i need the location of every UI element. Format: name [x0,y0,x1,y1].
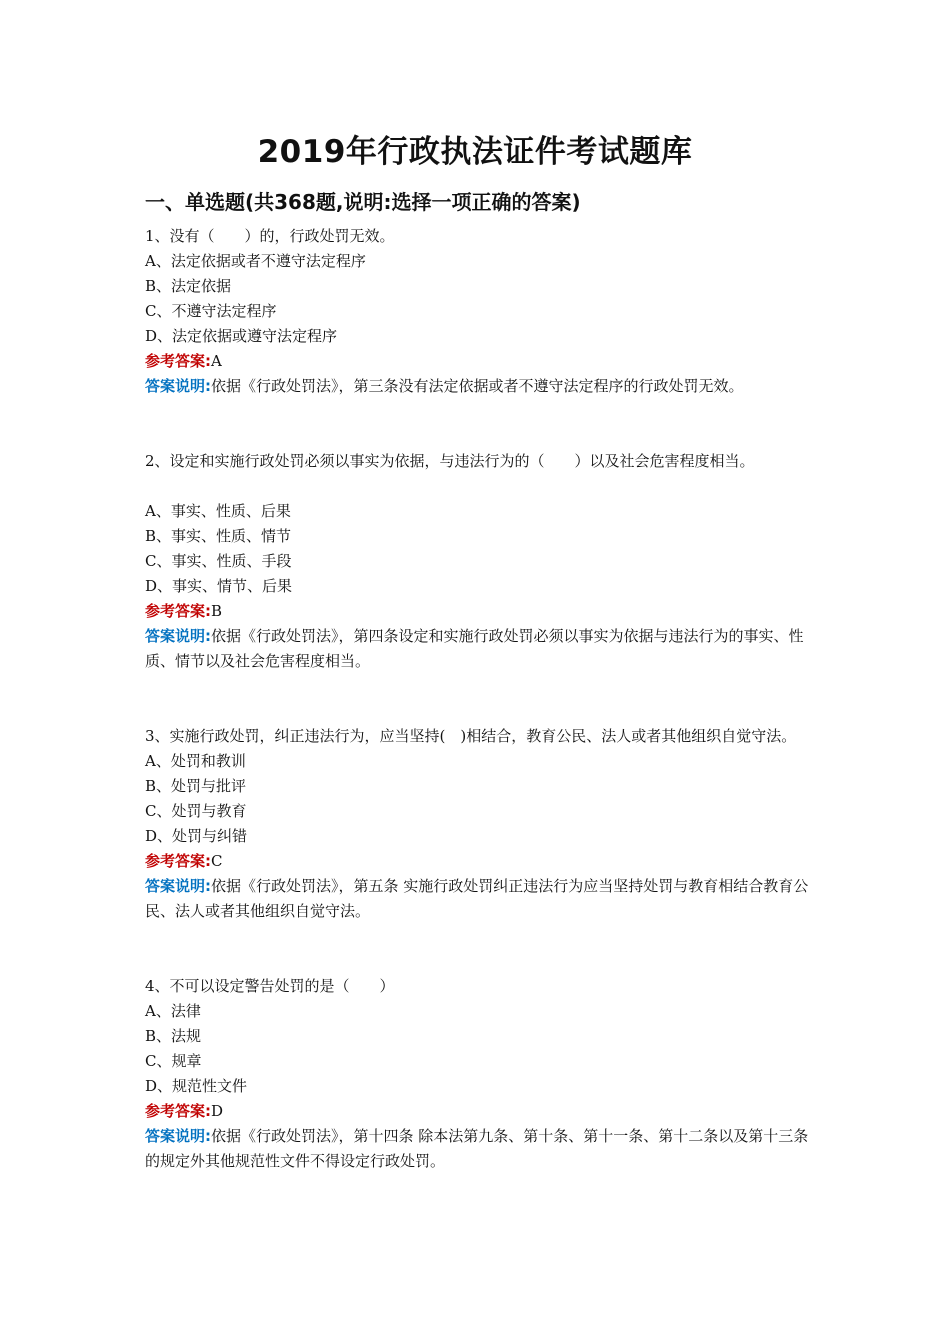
document-title: 2019年行政执法证件考试题库 [257,134,693,170]
explanation-text: 依据《行政处罚法》，第五条 实施行政处罚纠正违法行为应当坚持处罚与教育相结合教育公民、法人或者其他组织自觉守法。 [145,877,809,920]
question-4 [145,974,820,1174]
option-b: B、法定依据 [145,277,232,295]
explanation-line [145,874,820,924]
option-b: B、处罚与批评 [145,777,247,795]
explanation-text: 依据《行政处罚法》，第十四条 除本法第九条、第十条、第十一条、第十二条以及第十三条的规定外其他规范性文件不得设定行政处罚。 [145,1127,809,1170]
explanation-label: 答案说明: [145,1127,211,1145]
question-3 [145,724,820,924]
explanation-label: 答案说明: [145,877,211,895]
answer-line [145,599,820,624]
explanation-line [145,374,820,399]
answer-value: B [211,602,223,620]
answer-line [145,1099,820,1124]
answer-value: D [211,1102,224,1120]
answer-value: C [211,852,223,870]
explanation-label: 答案说明: [145,627,211,645]
explanation-text: 依据《行政处罚法》，第三条没有法定依据或者不遵守法定程序的行政处罚无效。 [211,377,744,395]
option-a: A、事实、性质、后果 [145,502,291,520]
spacer [145,674,820,724]
option-d: D、处罚与纠错 [145,827,248,845]
option-c: C、不遵守法定程序 [145,302,277,320]
section-heading: 一、单选题(共368题,说明:选择一项正确的答案) [145,190,581,214]
question-2 [145,449,820,674]
answer-line [145,349,820,374]
option-c: C、规章 [145,1052,202,1070]
answer-label: 参考答案: [145,602,211,620]
spacer [145,474,820,499]
answer-line [145,849,820,874]
answer-label: 参考答案: [145,1102,211,1120]
option-b: B、法规 [145,1027,202,1045]
option-c: C、事实、性质、手段 [145,552,292,570]
question-stem: 3、实施行政处罚，纠正违法行为，应当坚持( )相结合，教育公民、法人或者其他组织自觉守法。 [145,727,797,745]
answer-label: 参考答案: [145,852,211,870]
explanation-line [145,1124,820,1174]
explanation-label: 答案说明: [145,377,211,395]
question-stem: 2、设定和实施行政处罚必须以事实为依据，与违法行为的（ ）以及社会危害程度相当。 [145,452,755,470]
question-stem: 4、不可以设定警告处罚的是（ ） [145,977,395,995]
option-a: A、法定依据或者不遵守法定程序 [145,252,366,270]
option-a: A、法律 [145,1002,201,1020]
answer-label: 参考答案: [145,352,211,370]
option-d: D、规范性文件 [145,1077,248,1095]
option-b: B、事实、性质、情节 [145,527,292,545]
spacer [145,399,820,449]
question-1 [145,224,820,399]
option-a: A、处罚和教训 [145,752,246,770]
option-d: D、事实、情节、后果 [145,577,293,595]
spacer [145,924,820,974]
explanation-text: 依据《行政处罚法》，第四条设定和实施行政处罚必须以事实为依据与违法行为的事实、性质、情节以及社会危害程度相当。 [145,627,804,670]
question-list [145,224,820,1174]
option-c: C、处罚与教育 [145,802,247,820]
explanation-line [145,624,820,674]
question-stem: 1、没有（ ）的，行政处罚无效。 [145,227,395,245]
option-d: D、法定依据或遵守法定程序 [145,327,338,345]
answer-value: A [211,352,222,370]
